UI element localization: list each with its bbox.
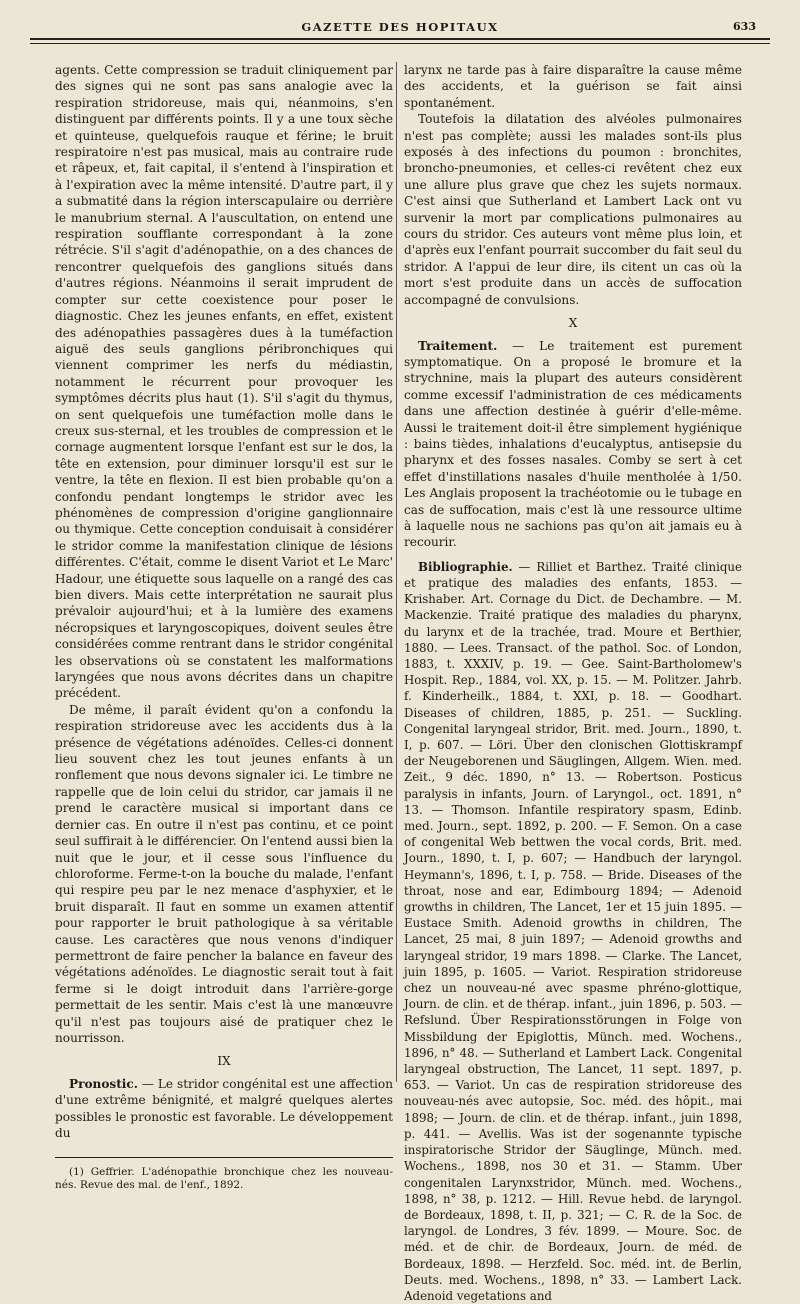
traitement-lead: Traitement.	[418, 338, 498, 353]
column-divider	[396, 62, 397, 1082]
header-rule-thick	[30, 38, 770, 40]
traitement-paragraph	[404, 338, 742, 551]
footnote-rule	[55, 1157, 393, 1158]
header-rule-thin	[30, 43, 770, 44]
bibliographie-text: — Rilliet et Barthez. Traité clinique et pratique des maladies des enfants, 1853. — Krishaber. Art. Cornage du Dict. de Dechambre. — M. Mackenzie. Traité pratique des maladies du pharynx, du larynx et de la trachée, trad. Moure et Berthier, 1880. — Lees. Transact. of the pathol. Soc. of London, 1883, t. XXXIV, p. 19. — Gee. Saint-Bartholomew's Hospit. Rep., 1884, vol. XX, p. 15. — M. Politzer. Jahrb. f. Kinderheilk., 1884, t. XXI, p. 18. — Goodhart. Diseases of children, 1885, p. 251. — Suckling. Congenital laryngeal stridor, Brit. med. Journ., 1890, t. I, p. 607. — Löri. Über den clonischen Glottiskrampf der Neugeborenen und Säuglingen, Allgem. Wien. med. Zeit., 9 déc. 1890, n° 13. — Robertson. Posticus paralysis in infants, Journ. of Laryngol., oct. 1891, n° 13. — Thomson. Infantile respiratory spasm, Edinb. med. Journ., sept. 1892, p. 200. — F. Semon. On a case of congenital Web bettwen the vocal cords, Brit. med. Journ., 1890, t. I, p. 607; — Handbuch der laryngol. Heymann's, 1896, t. I, p. 758. — Bride. Diseases of the throat, nose and ear, Edimbourg 1894; — Adenoid growths in children, The Lancet, 1er et 15 juin 1895. — Eustace Smith. Adenoid growths in children, The Lancet, 25 mai, 8 juin 1897; — Adenoid growths and laryngeal stridor, 19 mars 1898. — Clarke. The Lancet, juin 1895, p. 1605. — Variot. Respiration stridoreuse chez un nouveau-né avec spasme phréno-glottique, Journ. de clin. et de thérap. infant., juin 1896, p. 503. — Refslund. Über Respirationsstörungen in Folge von Missbildung der Epiglottis, Münch. med. Wochens., 1896, n° 48. — Sutherland et Lambert Lack. Congenital laryngeal obstruction, The Lancet, 11 sept. 1897, p. 653. — Variot. Un cas de respiration stridoreuse des nouveau-nés avec autopsie, Soc. méd. des hôpit., mai 1898; — Journ. de clin. et de thérap. infant., juin 1898, p. 441. — Avellis. Was ist der sogenannte typische inspiratorische Stridor der Säuglinge, Münch. med. Wochens., 1898, nos 30 et 31. — Stamm. Uber congenitalen Larynxstridor, Münch. med. Wochens., 1898, n° 38, p. 1212. — Hill. Revue hebd. de laryngol. de Bordeaux, 1898, t. II, p. 321; — C. R. de la Soc. de laryngol. de Londres, 3 fév. 1899. — Moure. Soc. de méd. et de chir. de Bordeaux, Journ. de méd. de Bordeaux, 1898. — Herzfeld. Soc. méd. int. de Berlin, Deuts. med. Wochens., 1898, n° 33. — Lambert Lack. Adenoid vegetations and	[404, 559, 742, 1303]
bibliographie-lead: Bibliographie.	[418, 559, 513, 574]
section-heading-x: X	[568, 316, 578, 331]
left-paragraph-2: De même, il paraît évident qu'on a confondu la respiration stridoreuse avec les accidents dus à la présence de végétations adénoïdes. Celles-ci donnent lieu souvent chez les tout jeunes enfants à un ronflement que nous devons signaler ici. Le timbre ne rappelle que de loin celui du stridor, car jamais il ne prend le caractère musical si important dans ce dernier cas. En outre il n'est pas continu, et ce point seul suffirait à le différencier. On l'entend aussi bien la nuit que le jour, et il cesse sous l'influence du chloroforme. Ferme-t-on la bouche du malade, l'enfant qui respire peu par le nez menace d'asphyxier, et le bruit disparaît. Il faut en somme un examen attentif pour rapporter le bruit pathologique à sa véritable cause. Les caractères que nous venons d'indiquer permettront de faire pencher la balance en faveur des végétations adénoïdes. Le diagnostic serait tout à fait ferme si le doigt introduit dans l'arrière-gorge permettait de les sentir. Mais c'est là une manœuvre qu'il n'est pas toujours aisé de pratiquer chez le nourrisson.	[55, 702, 393, 1045]
page-header	[30, 14, 770, 54]
traitement-text: — Le traitement est purement symptomatique. On a proposé le bromure et la strychnine, mais la plupart des auteurs considèrent comme excessif l'administration de ces médicaments dans une affection destinée à guérir d'elle-même. Aussi le traitement doit-il être simplement hygiénique : bains tièdes, inhalations d'eucalyptus, antisepsie du pharynx et des fosses nasales. Comby se sert à cet effet d'instillations nasales d'huile mentholée à 1/50. Les Anglais proposent la trachéotomie ou le tubage en cas de suffocation, mais c'est là une ressource ultime à laquelle nous ne sachions pas qu'on ait jamais eu à recourir.	[404, 338, 742, 550]
left-paragraph-1: agents. Cette compression se traduit cliniquement par des signes qui ne sont pas sans analogie avec la respiration stridoreuse, mais qui, néanmoins, s'en distinguent par différents points. Il y a une toux sèche et quinteuse, quelquefois rauque et férine; le bruit respiratoire n'est pas musical, mais au contraire rude et râpeux, et, fait capital, il s'entend à l'inspiration et à l'expiration avec la même intensité. D'autre part, il y a submatité dans la région interscapulaire ou derrière le manubrium sternal. A l'auscultation, on entend une respiration soufflante correspondant à la zone rétrécie. S'il s'agit d'adénopathie, on a des chances de rencontrer quelquefois des ganglions situés dans d'autres régions. Néanmoins il serait imprudent de compter sur cette coexistence pour poser le diagnostic. Chez les jeunes enfants, en effet, existent des adénopathies passagères dues à la tuméfaction aiguë des seuls ganglions péribronchiques qui viennent comprimer les nerfs du médiastin, notamment le récurrent pour provoquer les symptômes décrits plus haut (1). S'il s'agit du thymus, on sent quelquefois une tuméfaction molle dans le creux sus-sternal, et les troubles de compression et le cornage augmentent lorsque l'enfant est sur le dos, la tête en extension, pour diminuer lorsqu'il est sur le ventre, la tête en flexion. Il est bien probable qu'on a confondu pendant longtemps le stridor avec les phénomènes de compression d'origine ganglionnaire ou thymique. Cette conception conduisait à considérer le stridor comme la manifestation clinique de lésions différentes. C'était, comme le disent Variot et Le Marc' Hadour, une étiquette sous laquelle on a rangé des cas bien divers. Mais cette interprétation ne saurait plus prévaloir aujourd'hui; et à la lumière des examens nécropsiques et laryngoscopiques, doivent seules être considérées comme rentrant dans le stridor congénital les observations où se constatent les malformations laryngées que nous avons décrites dans un chapitre précédent.	[55, 63, 393, 701]
right-paragraph-1: larynx ne tarde pas à faire disparaître la cause même des accidents, et la guérison se fait ainsi spontanément.	[404, 63, 742, 110]
pronostic-lead: Pronostic.	[69, 1076, 138, 1091]
section-heading-ix: IX	[217, 1054, 231, 1069]
pronostic-text: — Le stridor congénital est une affection d'une extrême bénignité, et malgré quelques alertes possibles le pronostic est favorable. Le développement du	[55, 1076, 393, 1140]
pronostic-paragraph	[55, 1076, 393, 1142]
page-number: 633	[733, 20, 756, 33]
footnote: (1) Geffrier. L'adénopathie bronchique chez les nouveau-nés. Revue des mal. de l'enf., 1892.	[55, 1166, 393, 1192]
bibliography-paragraph	[404, 559, 742, 1304]
right-paragraph-2: Toutefois la dilatation des alvéoles pulmonaires n'est pas complète; aussi les malades sont-ils plus exposés à des infections du poumon : bronchites, broncho-pneumonies, et celles-ci revêtent chez eux une allure plus grave que chez les sujets normaux. C'est ainsi que Sutherland et Lambert Lack ont vu survenir la mort par complications pulmonaires au cours du stridor. Ces auteurs vont même plus loin, et d'après eux l'enfant pourrait succomber du fait seul du stridor. A l'appui de leur dire, ils citent un cas où la mort s'est produite dans un accès de suffocation accompagné de convulsions.	[404, 112, 742, 307]
left-column	[55, 62, 393, 1192]
right-column	[404, 62, 742, 1303]
running-title: GAZETTE DES HOPITAUX	[301, 20, 499, 34]
